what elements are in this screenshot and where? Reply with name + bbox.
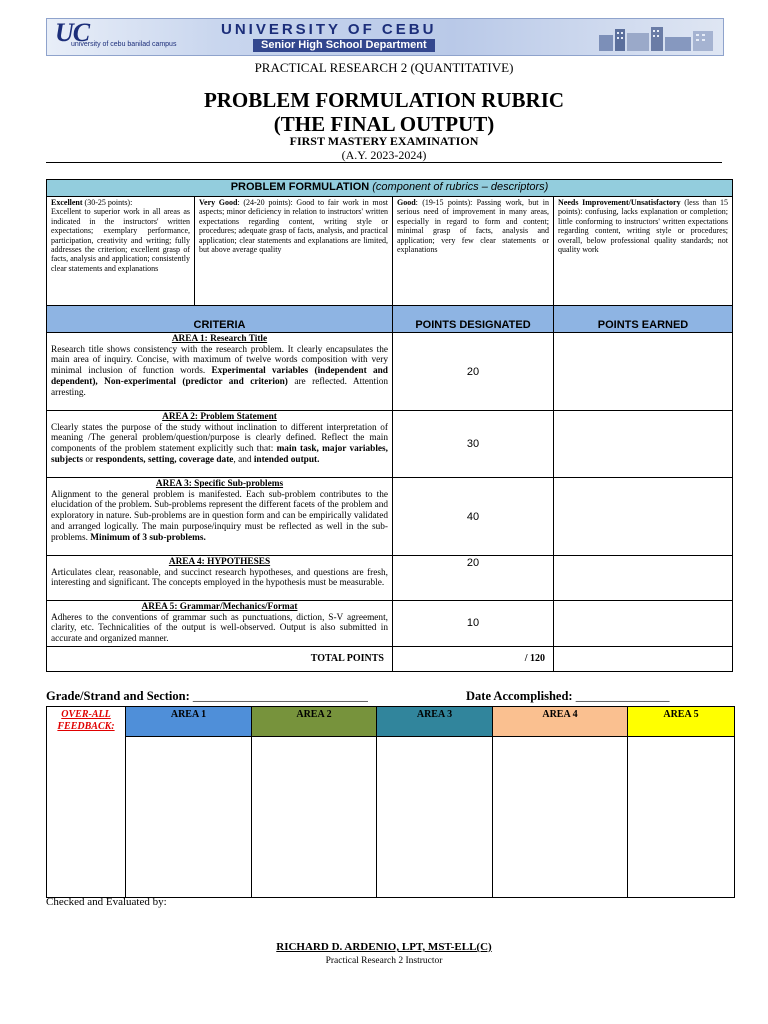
feedback-table xyxy=(46,706,735,898)
points-designated: 30 xyxy=(393,411,554,478)
total-points-label: TOTAL POINTS xyxy=(47,646,393,671)
rubric-header-note: (component of rubrics – descriptors) xyxy=(372,181,549,193)
area-title: AREA 3: Specific Sub-problems xyxy=(155,479,284,489)
date-label: Date Accomplished: xyxy=(466,689,576,703)
level-descriptor: Needs Improvement/Unsatisfactory (less than 15 points): confusing, lacks explanation or completion; little conforming to instructors' written expectations regarding content, writing style or procedures; overall, below professional quality standards; not quality work xyxy=(554,197,733,306)
header-divider xyxy=(46,162,722,163)
points-designated: 20 xyxy=(393,333,554,411)
feedback-area-header: AREA 2 xyxy=(252,707,377,737)
rubric-table xyxy=(46,179,733,672)
area-title: AREA 5: Grammar/Mechanics/Format xyxy=(141,602,298,612)
level-descriptor: Very Good: (24-20 points): Good to fair work in most aspects; minor deficiency in relation to instructors' written expectations regarding content, writing style or procedures; adequate grasp of facts, analysis, and practical application; clear statements and explanations are limited, but above average quality xyxy=(195,197,393,306)
area-title: AREA 1: Research Title xyxy=(171,334,268,344)
feedback-area-header: AREA 5 xyxy=(628,707,735,737)
feedback-area-cell[interactable] xyxy=(126,737,252,898)
feedback-area-header: AREA 3 xyxy=(377,707,493,737)
points-designated: 10 xyxy=(393,601,554,647)
area-title: AREA 2: Problem Statement xyxy=(162,412,277,422)
points-earned-cell[interactable] xyxy=(554,411,733,478)
criterion-area-2: AREA 2: Problem Statement Clearly states the purpose of the study without inclination to different interpretation of meaning /The general problem/question/purpose is clearly defined. Reflect the main components of the problem statement explicitly such that: main task, major variables, subjects or respondents, setting, coverage date, and intended output. xyxy=(47,411,393,478)
feedback-area-header: AREA 4 xyxy=(493,707,628,737)
area-title: AREA 4: HYPOTHESES xyxy=(168,557,271,567)
checked-by-label: Checked and Evaluated by: xyxy=(46,896,167,908)
feedback-area-cell[interactable] xyxy=(493,737,628,898)
grade-blank[interactable]: ____________________________ xyxy=(192,689,368,703)
campus-building-icon xyxy=(597,25,715,51)
feedback-area-cell[interactable] xyxy=(377,737,493,898)
rubric-subtitle: (THE FINAL OUTPUT) xyxy=(273,112,495,136)
university-logo: UC xyxy=(55,18,90,47)
feedback-area-header: AREA 1 xyxy=(126,707,252,737)
department-name: Senior High School Department xyxy=(253,39,435,52)
instructor-name: RICHARD D. ARDENIO, LPT, MST-ELL(C) xyxy=(276,941,492,953)
criterion-area-5: AREA 5: Grammar/Mechanics/Format Adheres to the conventions of grammar such as punctuations, diction, S-V agreement, clarity, etc. Technicalities of the output is well-observed. Output is also submitted in accurate and organized manner. xyxy=(47,601,393,647)
academic-year: (A.Y. 2023-2024) xyxy=(341,148,427,162)
rubric-header xyxy=(47,180,733,197)
criteria-header: CRITERIA xyxy=(47,306,393,333)
criterion-area-3: AREA 3: Specific Sub-problems Alignment to the general problem is manifested. Each sub-problem contributes to the elucidation of the problem. Sub-problems represent the different facets of the problem and exploratory in nature. Sub-problems are in question form and can be empirically validated and arranged logically. The main purpose/inquiry must be reflected as well in the sub-problems. Minimum of 3 sub-problems. xyxy=(47,478,393,556)
points-designated: 40 xyxy=(393,478,554,556)
points-earned-cell[interactable] xyxy=(554,601,733,647)
feedback-area-cell[interactable] xyxy=(252,737,377,898)
grade-label: Grade/Strand and Section: xyxy=(46,689,193,703)
letterhead-banner xyxy=(46,18,724,56)
level-descriptor: Excellent (30-25 points): Excellent to superior work in all areas as indicated in the instructors' written expectations; exemplary performance, participation, creativity and writing; fully addresses the criterion; excellent grasp of facts, analysis and application; consistently clear statements and explanations xyxy=(47,197,195,306)
logo-subtext: university of cebu banilad campus xyxy=(71,41,177,48)
criterion-area-4: AREA 4: HYPOTHESES Articulates clear, reasonable, and succinct research hypotheses, and questions are fresh, interesting and significant. The concepts employed in the hypothesis must be measurable. xyxy=(47,556,393,601)
overall-feedback-label: OVER-ALL FEEDBACK: xyxy=(47,707,126,898)
points-earned-cell[interactable] xyxy=(554,333,733,411)
points-earned-header: POINTS EARNED xyxy=(554,306,733,333)
criterion-area-1: AREA 1: Research Title Research title shows consistency with the research problem. It clearly encapsulates the main area of inquiry. Concise, with maximum of twelve words composition with very minimal inclusion of function words. Experimental variables (independent and dependent), Non-experimental (predictor and criterion) are reflected. Attention arresting. xyxy=(47,333,393,411)
points-earned-cell[interactable] xyxy=(554,556,733,601)
exam-name: FIRST MASTERY EXAMINATION xyxy=(289,134,479,148)
points-designated-header: POINTS DESIGNATED xyxy=(393,306,554,333)
rubric-header-title: PROBLEM FORMULATION xyxy=(230,181,370,193)
university-name: UNIVERSITY OF CEBU xyxy=(221,21,437,38)
total-points-earned-cell[interactable] xyxy=(554,646,733,671)
points-earned-cell[interactable] xyxy=(554,478,733,556)
points-designated: 20 xyxy=(393,556,554,601)
total-points-value: / 120 xyxy=(393,646,554,671)
subject-title: PRACTICAL RESEARCH 2 (QUANTITATIVE) xyxy=(254,60,514,75)
grade-strand-section xyxy=(46,689,368,704)
rubric-title: PROBLEM FORMULATION RUBRIC xyxy=(203,88,565,112)
date-blank[interactable]: _______________ xyxy=(575,689,670,703)
instructor-role: Practical Research 2 Instructor xyxy=(325,956,443,966)
level-descriptor: Good: (19-15 points): Passing work, but in serious need of improvement in many areas, especially in regard to form and content; minimal grasp of facts, analysis and application; very few clear statements or explanations xyxy=(393,197,554,306)
feedback-area-cell[interactable] xyxy=(628,737,735,898)
date-accomplished xyxy=(466,689,669,704)
